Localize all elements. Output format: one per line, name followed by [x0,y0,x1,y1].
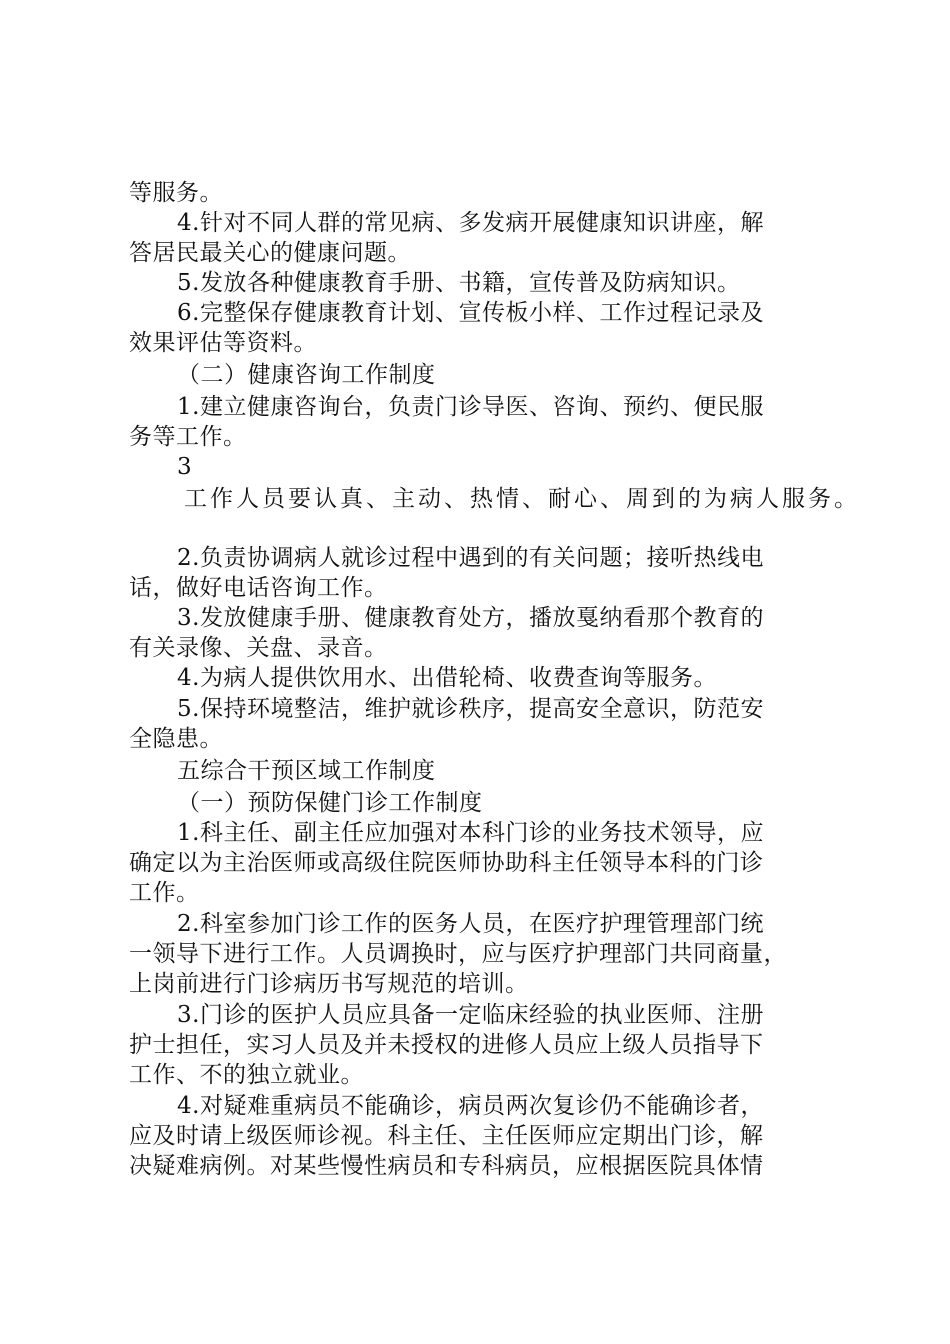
text-line: 4.对疑难重病员不能确诊，病员两次复诊仍不能确诊者， [177,1093,764,1119]
text-line: 确定以为主治医师或高级住院医师协助科主任领导本科的门诊 [129,850,764,876]
text-line: 答居民最关心的健康问题。 [129,240,411,266]
text-line: 等服务。 [129,180,223,206]
text-line: 6.完整保存健康教育计划、宣传板小样、工作过程记录及 [177,300,764,326]
text-line: 有关录像、关盘、录音。 [129,635,388,661]
text-line: 4.针对不同人群的常见病、多发病开展健康知识讲座，解 [177,210,764,236]
text-line: 护士担任，实习人员及并未授权的进修人员应上级人员指导下 [129,1032,764,1058]
text-line: 5.发放各种健康教育手册、书籍，宣传普及防病知识。 [177,270,741,296]
text-line: 5.保持环境整洁，维护就诊秩序，提高安全意识，防范安 [177,696,764,722]
text-line: 上岗前进行门诊病历书写规范的培训。 [129,971,529,997]
text-line: 应及时请上级医师诊视。科主任、主任医师应定期出门诊，解 [129,1123,764,1149]
section-heading: 五综合干预区域工作制度 [177,758,436,784]
section-heading: （一）预防保健门诊工作制度 [177,790,483,816]
text-line: 2.负责协调病人就诊过程中遇到的有关问题；接听热线电 [177,545,764,571]
text-line: 全隐患。 [129,726,223,752]
text-line: 工作、不的独立就业。 [129,1062,364,1088]
section-heading: （二）健康咨询工作制度 [177,362,436,388]
text-line: 2.科室参加门诊工作的医务人员，在医疗护理管理部门统 [177,911,764,937]
text-line: 3.门诊的医护人员应具备一定临床经验的执业医师、注册 [177,1002,764,1028]
text-line: 务等工作。 [129,424,247,450]
page-number: 3 [177,454,193,480]
text-line: 决疑难病例。对某些慢性病员和专科病员，应根据医院具体情 [129,1153,764,1179]
text-line: 1.建立健康咨询台，负责门诊导医、咨询、预约、便民服 [177,394,764,420]
text-line: 话，做好电话咨询工作。 [129,575,388,601]
text-line: 工作人员要认真、主动、热情、耐心、周到的为病人服务。 [184,486,860,512]
text-line: 效果评估等资料。 [129,330,317,356]
text-line: 一领导下进行工作。人员调换时，应与医疗护理部门共同商量， [129,941,787,967]
text-line: 3.发放健康手册、健康教育处方，播放戛纳看那个教育的 [177,605,764,631]
text-line: 1.科主任、副主任应加强对本科门诊的业务技术领导，应 [177,820,764,846]
text-line: 工作。 [129,880,200,906]
text-line: 4.为病人提供饮用水、出借轮椅、收费查询等服务。 [177,665,717,691]
